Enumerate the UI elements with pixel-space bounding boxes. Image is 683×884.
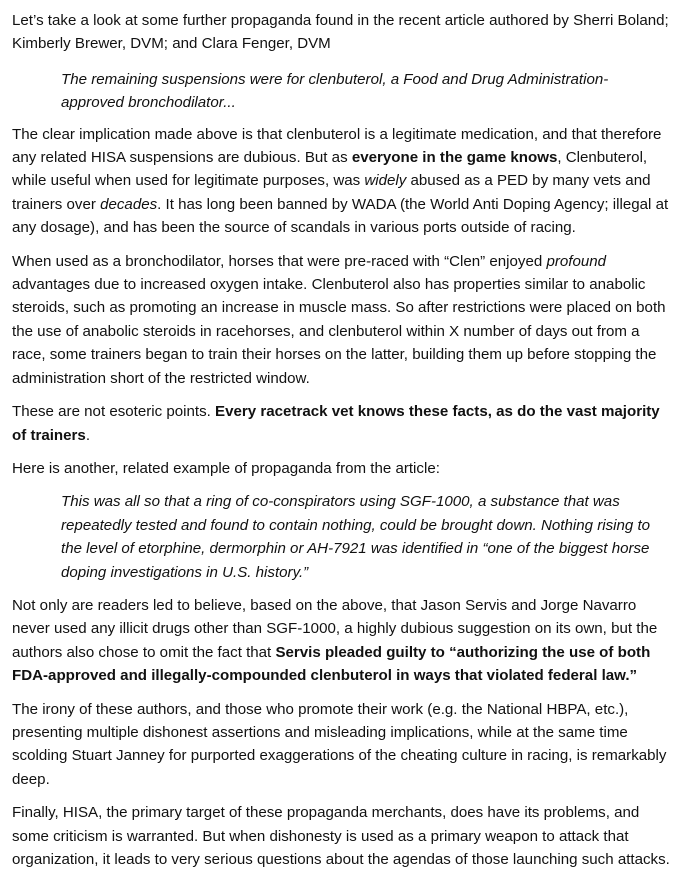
quote-sgf-1000: This was all so that a ring of co-conspirators using SGF-1000, a substance that was repeatedly tested and found to contain nothing, could be brought down. Nothing rising to the level of etorphine, dermorphin or AH-7921 was identified in “one of the biggest horse doping investigations in U.S. history.” — [61, 493, 651, 581]
paragraph-another-example: Here is another, related example of propaganda from the article: — [12, 459, 440, 477]
text-span: These are not esoteric points. — [12, 403, 216, 421]
paragraph-irony: The irony of these authors, and those who promote their work (e.g. the National HBPA, etc.), presenting multiple dishonest assertions and misleading implications, while at the same time scolding Stuart Janney for purported exaggerations of the cheating culture in racing, is remarkably deep. — [12, 700, 667, 788]
text-span: . It has long been banned by WADA (the World Anti Doping Agency; illegal at any dosage), and has been the source of scandals in various ports outside of racing. — [12, 195, 669, 237]
italic-text: decades — [100, 195, 158, 213]
paragraph-bronchodilator — [12, 250, 671, 390]
quote-clenbuterol: The remaining suspensions were for clenbuterol, a Food and Drug Administration-approved bronchodilator... — [61, 70, 609, 112]
text-span: When used as a bronchodilator, horses that were pre-raced with “Clen” enjoyed — [12, 252, 547, 270]
paragraph-servis-navarro — [12, 594, 671, 688]
text-span: . — [85, 426, 91, 444]
bold-text: everyone in the game knows — [351, 149, 558, 167]
text-span: Not only are readers led to believe, based on the above, that Jason Servis and Jorge Navarro never used any illicit drugs other than SGF-1000, a highly dubious suggestion on its own, but the authors also chose to omit the fact that — [12, 596, 658, 661]
paragraph-esoteric-points — [12, 400, 671, 447]
bold-text: Every racetrack vet knows these facts, as do the vast majority of trainers — [12, 403, 660, 444]
italic-text: profound — [546, 252, 607, 270]
paragraph-conclusion: Finally, HISA, the primary target of these propaganda merchants, does have its problems, and some criticism is warranted. But when dishonesty is used as a primary weapon to attack that organization, it leads to very serious questions about the agendas of those launching such attacks. — [12, 804, 670, 868]
text-span: , Clenbuterol, while useful when used for legitimate purposes, was — [12, 149, 648, 190]
intro-paragraph: Let’s take a look at some further propaganda found in the recent article authored by Sherri Boland; Kimberly Brewer, DVM; and Clara Fenger, DVM — [12, 12, 669, 53]
italic-text: widely — [364, 172, 407, 190]
text-span: abused as a PED by many vets and trainers over — [12, 172, 651, 213]
bold-text: Servis pleaded guilty to “authorizing the use of both FDA-approved and illegally-compounded clenbuterol in ways that violated federal law.” — [12, 643, 651, 685]
paragraph-clenbuterol-implication — [12, 123, 671, 240]
text-span: The clear implication made above is that clenbuterol is a legitimate medication, and that therefore any related HISA suspensions are dubious. But as — [12, 125, 662, 167]
text-span: advantages due to increased oxygen intake. Clenbuterol also has properties similar to anabolic steroids, such as promoting an increase in muscle mass. So after restrictions were placed on both the use of anabolic steroids in racehorses, and clenbuterol within X number of days out from a race, some trainers began to train their horses on the latter, building them up before stopping the administration short of the restricted window. — [12, 276, 666, 387]
